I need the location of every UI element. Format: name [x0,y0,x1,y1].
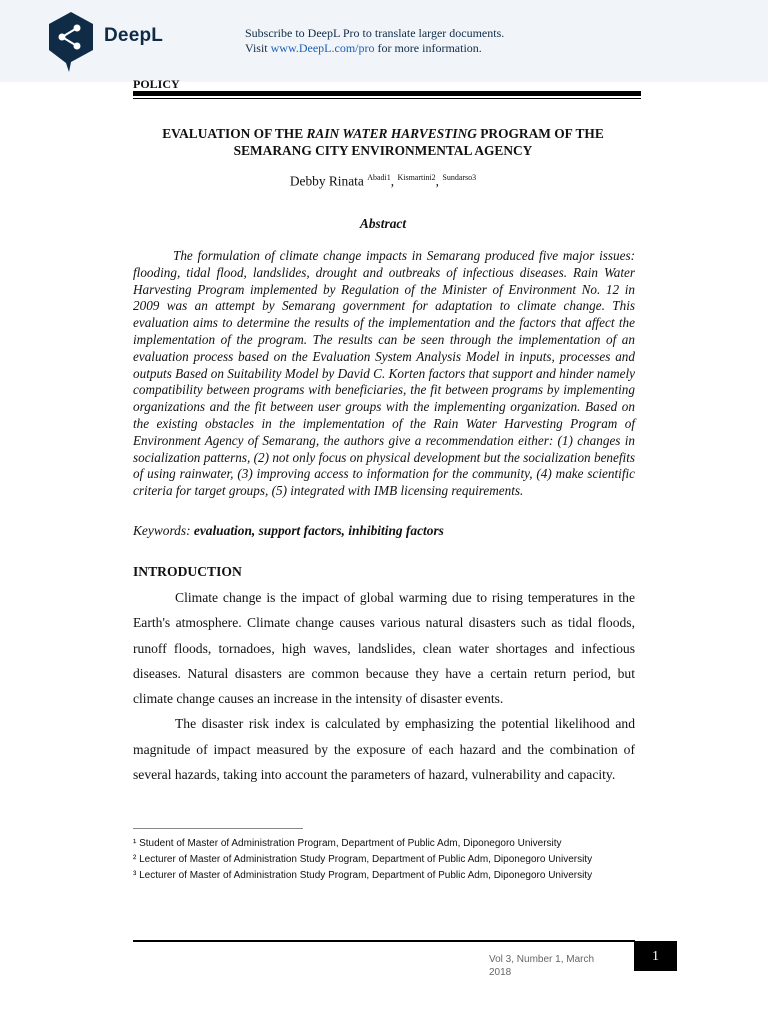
deepl-banner [0,0,768,82]
banner-line2-prefix: Visit [245,40,271,55]
keywords [133,523,635,539]
introduction-body [133,585,635,787]
section-heading-introduction: INTRODUCTION [133,564,242,579]
footnote-rule [133,828,303,829]
author-line [133,173,633,189]
keywords-value: evaluation, support factors, inhibiting factors [193,523,444,538]
banner-message [245,26,504,55]
footnotes [133,836,592,884]
intro-paragraph-2: The disaster risk index is calculated by emphasizing the potential likelihood and magnitude of impact measured by the exposure of each hazard and the combination of several hazards, taking into account the parameters of hazard, vulnerability and capacity. [133,716,635,783]
paper-title [133,125,633,159]
header-rule [133,91,641,96]
banner-line-2 [245,41,504,56]
footnote-2: ² Lecturer of Master of Administration Study Program, Department of Public Adm, Diponegoro University [133,854,593,865]
title-part-1: EVALUATION OF THE [162,126,307,141]
author-separator: , [435,173,443,189]
deepl-pro-link[interactable]: www.DeepL.com/pro [270,40,375,55]
author1-affiliation: Abadi1 [367,173,391,182]
author2-affiliation: Kismartini2 [397,173,436,182]
title-part-2: PROGRAM OF THE SEMARANG CITY ENVIRONMENTAL AGENCY [233,126,604,158]
abstract-heading: Abstract [359,216,407,231]
banner-line2-suffix: for more information. [374,40,482,55]
deepl-logo-icon [46,10,96,72]
footnote-3: ³ Lecturer of Master of Administration Study Program, Department of Public Adm, Diponegoro University [133,870,593,881]
brand-name: DeepL [104,25,164,46]
running-head: POLICY [133,78,180,88]
abstract-text: The formulation of climate change impacts in Semarang produced five major issues: flooding, tidal flood, landslides, drought and outbreaks of infectious diseases. Rain Water Harvesting Program implemented by Regulation of the Minister of Environment No. 12 in 2009 was an attempt by Semarang government for adaptation to climate change. This evaluation aims to determine the results of the implementation and the factors that affect the implementation of the program. The results can be seen through the implementation of an evaluation process based on the Evaluation System Analysis Model in inputs, processes and outputs Based on Suitability Model by David C. Korten factors that support and hinder namely compatibility between programs with beneficiaries, the fit between programs by implementing organizations and the fit between user groups with the implementing organization. Based on the existing obstacles in the implementation of the Rain Water Harvesting Program of Environment Agency of Semarang, the authors give a recommendation either: (1) changes in socialization patterns, (2) not only focus on physical development but the socialization benefits of using rainwater, (3) improving access to information for the community, (4) make scientific criteria for target groups, (5) integrated with IMB licensing requirements. [133,248,635,499]
footnote-1: ¹ Student of Master of Administration Program, Department of Public Adm, Diponegoro University [133,838,562,849]
footer-rule [133,940,635,942]
author3-affiliation: Sundarso3 [442,173,477,182]
banner-line-1: Subscribe to DeepL Pro to translate larger documents. [245,26,505,40]
intro-paragraph-1: Climate change is the impact of global warming due to rising temperatures in the Earth's atmosphere. Climate change causes various natural disasters such as tidal floods, runoff floods, tornadoes, high waves, landslides, clean water shortages and infectious diseases. Natural disasters are common because they have a certain return period, but climate change causes an increase in the intensity of disaster events. [133,590,635,707]
title-italic: RAIN WATER HARVESTING [306,126,477,141]
keywords-label: Keywords: [133,523,194,538]
page-number: 1 [634,941,677,971]
author-name: Debby Rinata [289,173,368,189]
header-rule-thin [133,98,641,99]
author-separator: , [390,173,398,189]
footer-volume: Vol 3, Number 1, March 2018 [489,954,595,978]
